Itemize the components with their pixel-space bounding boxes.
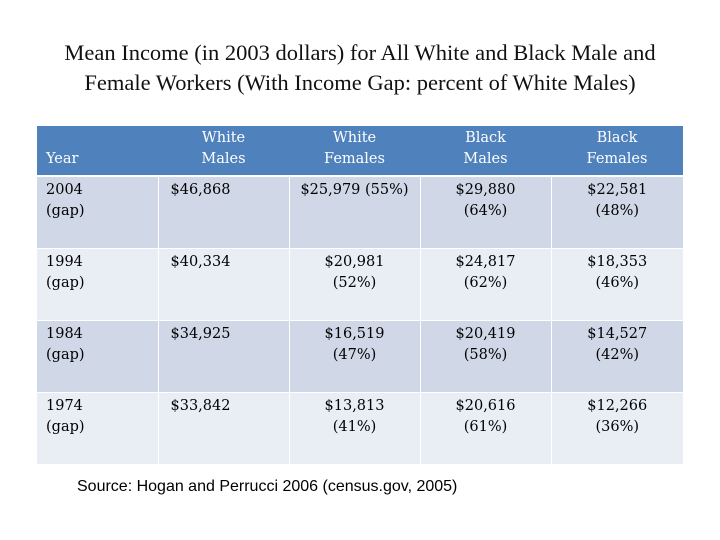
white-females-value: $20,981 <box>324 253 385 270</box>
cell-year <box>37 248 158 320</box>
white-males-value: $33,842 <box>170 397 231 414</box>
white-females-value: $13,813 <box>324 397 385 414</box>
header-year-label: Year <box>46 151 79 167</box>
white-males-value: $46,868 <box>170 182 231 198</box>
black-females-value: $14,527 <box>587 325 648 342</box>
cell-black-males <box>420 392 551 464</box>
white-females-value: $16,519 <box>324 325 385 342</box>
white-males-value: $34,925 <box>170 325 231 342</box>
header-white-males-line-1: White <box>201 130 246 146</box>
header-black-males-line-2: Males <box>463 151 508 167</box>
cell-white-males <box>158 176 289 248</box>
year-value: 1994 <box>46 253 83 270</box>
table-row-1994 <box>37 248 683 320</box>
header-white-males-line-2: Males <box>201 151 246 167</box>
cell-year <box>37 392 158 464</box>
black-females-value: $12,266 <box>587 397 648 414</box>
table-row-2004 <box>37 176 683 248</box>
header-black-females-line-1: Black <box>596 130 638 146</box>
black-males-value: $20,616 <box>455 397 516 414</box>
source-citation: Source: Hogan and Perrucci 2006 (census.gov, 2005) <box>77 478 458 495</box>
cell-white-males <box>158 320 289 392</box>
year-gap-label: (gap) <box>46 418 85 435</box>
cell-black-males <box>420 176 551 248</box>
cell-year <box>37 320 158 392</box>
cell-black-females <box>551 392 683 464</box>
white-males-value: $40,334 <box>170 253 231 270</box>
header-white-females-line-1: White <box>332 130 377 146</box>
year-value: 1984 <box>46 325 83 342</box>
table-header-row <box>37 126 683 176</box>
black-males-gap: (64%) <box>463 203 508 219</box>
year-value: 2004 <box>46 182 83 198</box>
cell-white-females <box>289 248 420 320</box>
header-black-females <box>551 126 683 176</box>
slide-title <box>20 38 700 98</box>
cell-black-males <box>420 248 551 320</box>
table-row-1974 <box>37 392 683 464</box>
black-females-gap: (48%) <box>595 203 640 219</box>
cell-white-females <box>289 392 420 464</box>
black-males-value: $20,419 <box>455 325 516 342</box>
cell-white-females <box>289 176 420 248</box>
cell-white-females <box>289 320 420 392</box>
header-year <box>37 126 158 176</box>
cell-black-males <box>420 320 551 392</box>
black-males-gap: (58%) <box>463 346 508 363</box>
header-black-males <box>420 126 551 176</box>
table-row-1984 <box>37 320 683 392</box>
white-females-value: $25,979 (55%) <box>300 182 409 198</box>
white-females-gap: (41%) <box>332 418 377 435</box>
year-gap-label: (gap) <box>46 203 85 219</box>
cell-black-females <box>551 320 683 392</box>
black-females-gap: (42%) <box>595 346 640 363</box>
income-table <box>37 126 683 465</box>
header-black-females-line-2: Females <box>586 151 648 167</box>
cell-black-females <box>551 176 683 248</box>
header-white-males <box>158 126 289 176</box>
cell-year <box>37 176 158 248</box>
cell-black-females <box>551 248 683 320</box>
year-gap-label: (gap) <box>46 274 85 291</box>
black-males-value: $29,880 <box>455 182 516 198</box>
cell-white-males <box>158 392 289 464</box>
black-females-gap: (46%) <box>595 274 640 291</box>
white-females-gap: (47%) <box>332 346 377 363</box>
slide-title-line-1: Mean Income (in 2003 dollars) for All White and Black Male and <box>64 40 656 65</box>
year-value: 1974 <box>46 397 83 414</box>
black-males-gap: (61%) <box>463 418 508 435</box>
cell-white-males <box>158 248 289 320</box>
slide-title-line-2: Female Workers (With Income Gap: percent of White Males) <box>84 70 636 95</box>
white-females-gap: (52%) <box>332 274 377 291</box>
black-females-value: $18,353 <box>587 253 648 270</box>
black-females-value: $22,581 <box>587 182 648 198</box>
year-gap-label: (gap) <box>46 346 85 363</box>
black-males-value: $24,817 <box>455 253 516 270</box>
black-males-gap: (62%) <box>463 274 508 291</box>
header-black-males-line-1: Black <box>465 130 506 146</box>
header-white-females-line-2: Females <box>324 151 385 167</box>
header-white-females <box>289 126 420 176</box>
black-females-gap: (36%) <box>595 418 640 435</box>
